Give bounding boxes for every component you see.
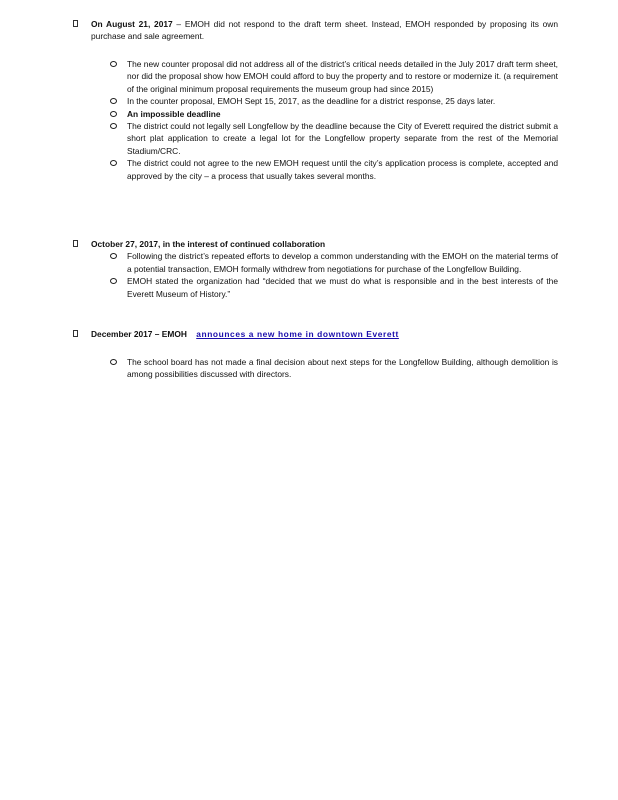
bullet-august-2017 <box>0 18 618 43</box>
sub-item: The new counter proposal did not address all of the district’s critical needs detailed in the July 2017 draft term sheet, nor did the proposal show how EMOH could afford to buy the property and to restore or modernize it. (a requirement of the original minimum proposal requirements the museum group had since 2015) <box>0 58 618 95</box>
circle-bullet-icon <box>110 359 117 365</box>
sub-item: EMOH stated the organization had “decided that we must do what is responsible and in the best interests of the Everett Museum of History.” <box>0 275 618 300</box>
sub-item: An impossible deadline <box>0 108 618 120</box>
circle-bullet-icon <box>110 253 117 259</box>
sublist-august-2017 <box>0 58 618 182</box>
bullet-october-2017 <box>0 238 618 300</box>
sublist-december-2017 <box>0 356 618 381</box>
circle-bullet-icon <box>110 98 117 104</box>
bullet-marker-icon <box>73 330 78 337</box>
sub-item: The district could not agree to the new EMOH request until the city’s application process is complete, accepted and approved by the city – a process that usually takes several months. <box>0 157 618 182</box>
sub-item: In the counter proposal, EMOH Sept 15, 2017, as the deadline for a district response, 25 days later. <box>0 95 618 107</box>
sub-item: Following the district’s repeated efforts to develop a common understanding with the EMOH on the material terms of a potential transaction, EMOH formally withdrew from negotiations for purchase of the Longfellow Building. <box>0 250 618 275</box>
date-lead: On August 21, 2017 <box>91 19 173 29</box>
circle-bullet-icon <box>110 123 117 129</box>
circle-bullet-icon <box>110 61 117 67</box>
bullet-marker-icon <box>73 20 78 27</box>
emoh-new-home-link[interactable]: announces a new home in downtown Everett <box>196 329 399 339</box>
circle-bullet-icon <box>110 160 117 166</box>
bullet-text: – EMOH did not respond to the draft term sheet. Instead, EMOH responded by proposing its own purchase and sale agreement. <box>91 19 558 42</box>
sub-item: The school board has not made a final decision about next steps for the Longfellow Building, although demolition is among possibilities discussed with directors. <box>0 356 618 381</box>
date-lead: October 27, 2017, in the interest of continued collaboration <box>91 239 326 249</box>
bullet-december-2017 <box>0 328 618 340</box>
circle-bullet-icon <box>110 111 117 117</box>
bullet-marker-icon <box>73 240 78 247</box>
date-lead: December 2017 – EMOH <box>91 329 187 339</box>
circle-bullet-icon <box>110 278 117 284</box>
sub-item: The district could not legally sell Longfellow by the deadline because the City of Everett required the district submit a short plat application to create a legal lot for the Longfellow property separate from the rest of the Memorial Stadium/CRC. <box>0 120 618 157</box>
